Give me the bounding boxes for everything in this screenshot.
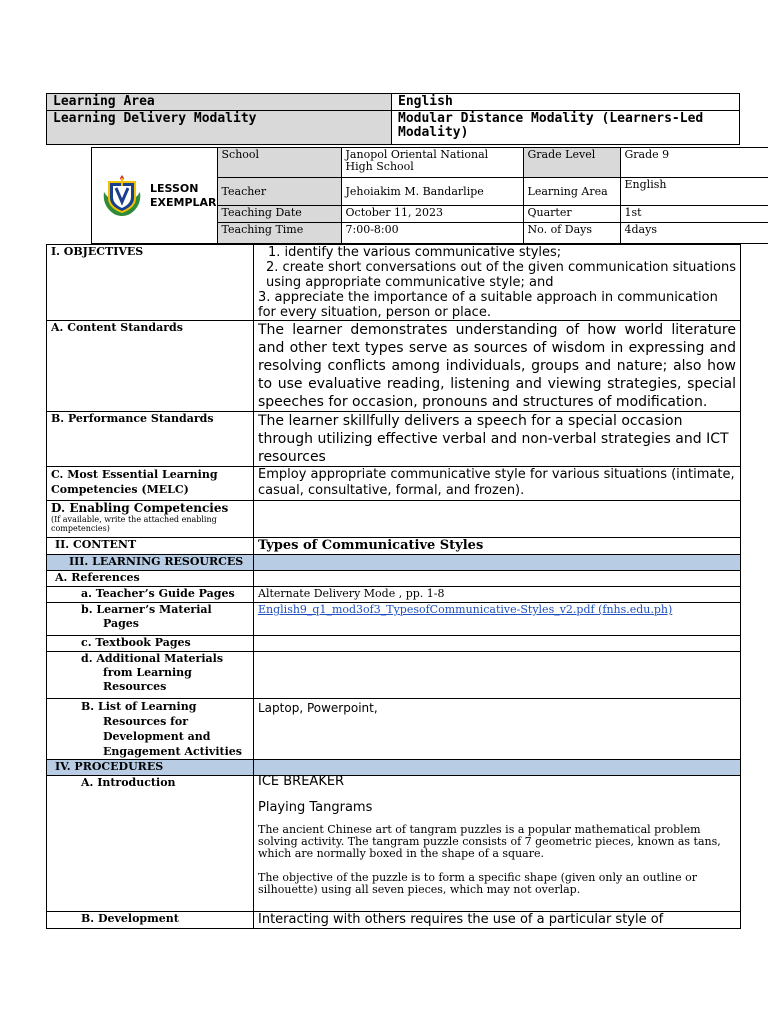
- deped-seal-icon: [100, 174, 144, 218]
- enabling-note: (If available, write the attached enabling competencies): [51, 515, 217, 533]
- resources-label: III. LEARNING RESOURCES: [47, 555, 254, 571]
- performance-standards-text: The learner skillfully delivers a speech for a special occasion through utilizing effective verbal and non-verbal strategies and ICT resources: [254, 412, 741, 467]
- objectives-label: I. OBJECTIVES: [47, 245, 254, 321]
- area-label: Learning Area: [523, 178, 620, 206]
- enabling-row: [47, 501, 741, 538]
- tg-label: a. Teacher’s Guide Pages: [47, 587, 254, 603]
- performance-standards-row: [47, 412, 741, 467]
- procedures-label: IV. PROCEDURES: [47, 760, 254, 776]
- intro-heading-2: Playing Tangrams: [258, 800, 373, 815]
- lm-cell-value: [254, 603, 741, 636]
- quarter-value: 1st: [620, 206, 768, 223]
- content-row: [47, 538, 741, 555]
- intro-paragraph-1: The ancient Chinese art of tangram puzzles is a popular mathematical problem solving activity. The tangram puzzle consists of 7 geometric pieces, known as tans, which are normally boxed in the shape of a square.: [258, 823, 721, 860]
- objective-3: 3. appreciate the importance of a suitable approach in communication for every situation, person or place.: [258, 290, 718, 320]
- enabling-value: [254, 501, 741, 538]
- melc-row: [47, 467, 741, 501]
- intro-heading-1: ICE BREAKER: [258, 774, 345, 789]
- dev-text: Interacting with others requires the use of a particular style of: [254, 912, 741, 929]
- objective-2: 2. create short conversations out of the given communication situations using appropriate communicative style; and: [266, 260, 736, 290]
- lm-row: [47, 603, 741, 636]
- area-value: English: [620, 178, 768, 206]
- logo-line-1: LESSON: [150, 181, 199, 195]
- logo-line-2: EXEMPLAR: [150, 195, 217, 209]
- list-label: B. List of Learning Resources for Development and Engagement Activities: [81, 700, 242, 758]
- melc-text: Employ appropriate communicative style for various situations (intimate, casual, consultative, formal, and frozen).: [254, 467, 741, 501]
- content-standards-row: [47, 321, 741, 412]
- time-value: 7:00-8:00: [341, 223, 523, 244]
- dev-label: B. Development: [47, 912, 254, 929]
- objective-1: 1. identify the various communicative styles;: [268, 245, 562, 260]
- learning-area-label: Learning Area: [47, 94, 392, 111]
- info-table: [91, 147, 768, 244]
- melc-label: C. Most Essential Learning Competencies (MELC): [47, 467, 254, 501]
- grade-value: Grade 9: [620, 148, 768, 178]
- additional-cell: [47, 652, 254, 699]
- grade-label: Grade Level: [523, 148, 620, 178]
- lm-link[interactable]: English9_q1_mod3of3_TypesofCommunicative-Styles_v2.pdf (fnhs.edu.ph): [258, 603, 673, 616]
- performance-standards-label: B. Performance Standards: [47, 412, 254, 467]
- intro-label: A. Introduction: [47, 776, 254, 912]
- textbook-row: [47, 636, 741, 652]
- lm-label: b. Learner’s Material Pages: [81, 603, 212, 630]
- development-row: [47, 912, 741, 929]
- content-standards-text: The learner demonstrates understanding of how world literature and other text types serve as sources of wisdom in expressing and resolving conflicts among individuals, groups and nature; also how to use evaluative reading, listening and viewing strategies, special speeches for occasion, pronouns and structures of modification.: [254, 321, 741, 412]
- introduction-row: [47, 776, 741, 912]
- list-row: [47, 699, 741, 760]
- header-table: [46, 93, 740, 145]
- enabling-label: D. Enabling Competencies: [51, 501, 229, 515]
- school-label: School: [217, 148, 341, 178]
- intro-paragraph-2: The objective of the puzzle is to form a specific shape (given only an outline or silhouette) using all seven pieces, which may not overlap.: [258, 871, 697, 896]
- date-label: Teaching Date: [217, 206, 341, 223]
- references-value: [254, 571, 741, 587]
- textbook-value: [254, 636, 741, 652]
- content-value: Types of Communicative Styles: [254, 538, 741, 555]
- days-label: No. of Days: [523, 223, 620, 244]
- lesson-table: [46, 244, 741, 929]
- references-row: [47, 571, 741, 587]
- days-value: 4days: [620, 223, 768, 244]
- list-value: Laptop, Powerpoint,: [254, 699, 741, 760]
- lm-cell: [47, 603, 254, 636]
- quarter-label: Quarter: [523, 206, 620, 223]
- resources-value: [254, 555, 741, 571]
- tg-value: Alternate Delivery Mode , pp. 1-8: [254, 587, 741, 603]
- textbook-label: c. Textbook Pages: [47, 636, 254, 652]
- list-cell: [47, 699, 254, 760]
- enabling-cell: [47, 501, 254, 538]
- teacher-label: Teacher: [217, 178, 341, 206]
- tg-row: [47, 587, 741, 603]
- additional-label: d. Additional Materials from Learning Resources: [81, 652, 224, 693]
- resources-row: [47, 555, 741, 571]
- modality-label: Learning Delivery Modality: [47, 111, 392, 145]
- time-label: Teaching Time: [217, 223, 341, 244]
- objectives-row: [47, 245, 741, 321]
- additional-value: [254, 652, 741, 699]
- content-standards-label: A. Content Standards: [47, 321, 254, 412]
- school-value: Janopol Oriental National High School: [341, 148, 523, 178]
- objectives-cell: [254, 245, 741, 321]
- teacher-value: Jehoiakim M. Bandarlipe: [341, 178, 523, 206]
- learning-area-value: English: [392, 94, 740, 111]
- content-label: II. CONTENT: [47, 538, 254, 555]
- additional-row: [47, 652, 741, 699]
- references-label: A. References: [47, 571, 254, 587]
- modality-value: Modular Distance Modality (Learners-Led Modality): [392, 111, 740, 145]
- intro-cell: [254, 776, 741, 912]
- logo-cell: [92, 148, 218, 244]
- date-value: October 11, 2023: [341, 206, 523, 223]
